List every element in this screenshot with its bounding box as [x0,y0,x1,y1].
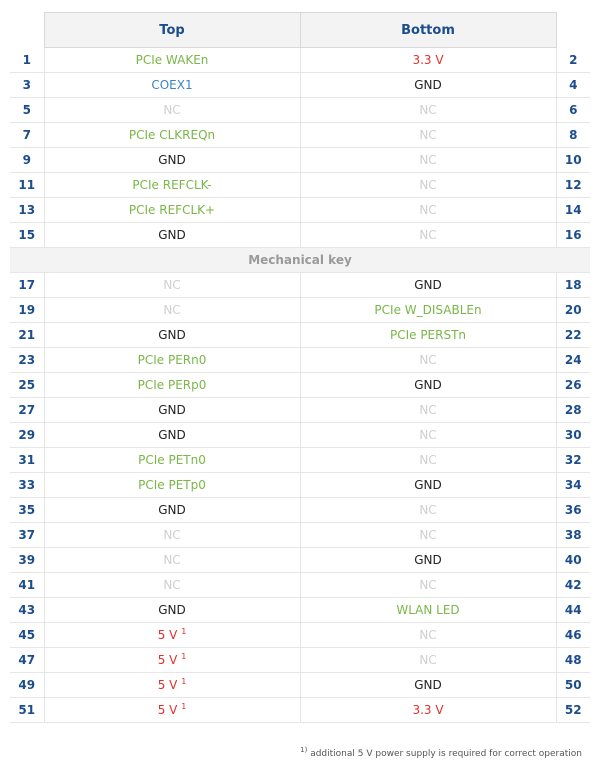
pin-number-bottom-text: 34 [564,478,582,492]
signal-top-text: PCIe PERp0 [137,378,207,392]
signal-bottom [300,223,556,248]
pin-number-bottom [556,573,590,598]
signal-top [44,398,300,423]
signal-top [44,98,300,123]
pin-number-bottom-text: 16 [564,228,582,242]
pin-number-top [10,698,44,723]
pin-number-bottom-text: 36 [564,503,582,517]
pin-number-bottom [556,423,590,448]
signal-bottom-text: NC [419,103,437,117]
pin-number-bottom [556,148,590,173]
signal-bottom-text: NC [419,578,437,592]
signal-bottom-text: GND [414,678,442,692]
signal-top-text: PCIe CLKREQn [128,128,216,142]
signal-top-text: PCIe PERn0 [137,353,207,367]
signal-top-text: GND [158,403,186,417]
pin-number-bottom [556,673,590,698]
signal-bottom-text: NC [419,178,437,192]
signal-top-text: GND [158,153,186,167]
pin-number-bottom-text: 28 [564,403,582,417]
signal-top [44,198,300,223]
signal-bottom [300,648,556,673]
pin-number-top-text: 47 [18,653,36,667]
header-top: Top [44,13,300,48]
pin-number-top [10,298,44,323]
table-row [10,373,590,398]
signal-bottom [300,123,556,148]
pin-number-top-text: 9 [22,153,31,167]
pin-number-bottom [556,648,590,673]
pin-number-bottom [556,323,590,348]
pin-number-bottom-text: 18 [564,278,582,292]
pin-number-bottom [556,73,590,98]
pin-number-top [10,123,44,148]
footnote-ref: 1 [181,702,187,711]
signal-top [44,598,300,623]
signal-top [44,698,300,723]
signal-bottom-text: PCIe W_DISABLEn [374,303,482,317]
signal-bottom-text: 3.3 V [412,53,444,67]
pin-number-bottom-text: 2 [569,52,578,67]
pin-number-top [10,323,44,348]
pinout-table [10,12,590,723]
pin-number-top-text: 33 [18,478,36,492]
table-row [10,48,590,73]
footnote [300,746,582,759]
signal-bottom [300,298,556,323]
pin-number-bottom [556,373,590,398]
footnote-ref: 1 [181,627,187,636]
signal-bottom [300,273,556,298]
pin-number-bottom-text: 48 [564,653,582,667]
pin-number-top-text: 25 [18,378,36,392]
signal-bottom [300,598,556,623]
pin-number-bottom-text: 46 [564,628,582,642]
pin-number-top-text: 5 [22,103,31,117]
signal-bottom-text: GND [414,378,442,392]
signal-bottom [300,48,556,73]
signal-bottom-text: NC [419,428,437,442]
table-row [10,273,590,298]
pin-number-bottom [556,123,590,148]
signal-top-text: NC [163,303,181,317]
pin-number-bottom-text: 52 [564,703,582,717]
signal-top-text: 5 V [157,653,178,667]
pin-number-top [10,198,44,223]
pin-number-bottom [556,173,590,198]
signal-top-text: PCIe WAKEn [135,53,209,67]
pin-number-bottom [556,548,590,573]
pin-number-bottom-text: 42 [564,578,582,592]
pin-number-bottom [556,623,590,648]
signal-bottom [300,148,556,173]
signal-bottom-text: NC [419,153,437,167]
signal-bottom [300,573,556,598]
signal-top [44,673,300,698]
signal-bottom-text: GND [414,553,442,567]
mechanical-key-row [10,248,590,273]
table-row [10,148,590,173]
table-row [10,498,590,523]
signal-bottom [300,323,556,348]
signal-bottom-text: GND [414,478,442,492]
table-row [10,523,590,548]
pin-number-bottom [556,498,590,523]
signal-bottom [300,348,556,373]
table-row [10,198,590,223]
pin-number-top-text: 19 [18,303,36,317]
pin-number-top-text: 23 [18,353,36,367]
signal-bottom-text: NC [419,628,437,642]
signal-top-text: GND [158,603,186,617]
pin-number-bottom [556,98,590,123]
pin-number-top-text: 31 [18,453,36,467]
table-row [10,123,590,148]
pin-number-top-text: 15 [18,228,36,242]
pin-number-top-text: 27 [18,403,36,417]
signal-bottom [300,398,556,423]
pin-number-top [10,473,44,498]
table-row [10,548,590,573]
signal-bottom-text: NC [419,503,437,517]
footnote-ref: 1 [181,652,187,661]
signal-top-text: 5 V [157,628,178,642]
table-row [10,98,590,123]
signal-top [44,623,300,648]
pin-number-top [10,223,44,248]
table-row [10,423,590,448]
table-row [10,173,590,198]
table-row [10,673,590,698]
pin-number-bottom-text: 4 [569,78,578,92]
signal-top-text: PCIe PETp0 [138,478,206,492]
pin-number-bottom [556,473,590,498]
pin-number-top [10,573,44,598]
signal-top-text: GND [158,328,186,342]
pin-number-bottom-text: 50 [564,678,582,692]
signal-top [44,573,300,598]
signal-top [44,223,300,248]
table-row [10,623,590,648]
pin-number-top-text: 1 [22,52,31,67]
signal-bottom [300,473,556,498]
pin-number-top [10,148,44,173]
pin-number-top [10,48,44,73]
signal-top [44,548,300,573]
pin-number-top [10,673,44,698]
table-row [10,73,590,98]
signal-bottom-text: NC [419,453,437,467]
pin-number-top [10,73,44,98]
signal-bottom [300,698,556,723]
signal-bottom-text: NC [419,528,437,542]
header-spacer-right [556,13,590,48]
pin-number-top-text: 21 [18,328,36,342]
pin-number-top [10,648,44,673]
pin-number-bottom-text: 30 [564,428,582,442]
signal-bottom [300,423,556,448]
pin-number-bottom [556,273,590,298]
pin-number-bottom [556,48,590,73]
pin-number-top-text: 7 [22,128,31,142]
pin-number-bottom-text: 44 [564,603,582,617]
pin-number-bottom [556,298,590,323]
pin-number-top [10,373,44,398]
signal-bottom [300,498,556,523]
pin-number-bottom [556,698,590,723]
signal-top [44,373,300,398]
pin-number-bottom-text: 22 [564,328,582,342]
footnote-text: additional 5 V power supply is required for correct operation [307,749,582,759]
pin-number-top [10,423,44,448]
pin-number-top [10,598,44,623]
signal-bottom [300,448,556,473]
pin-number-bottom-text: 38 [564,528,582,542]
signal-top-text: NC [163,553,181,567]
table-row [10,698,590,723]
pin-number-bottom-text: 10 [564,153,582,167]
signal-bottom-text: NC [419,403,437,417]
signal-top-text: COEX1 [151,78,193,92]
pin-number-top-text: 51 [18,703,36,717]
signal-top [44,448,300,473]
signal-top-text: 5 V [157,678,178,692]
signal-top [44,523,300,548]
pin-number-top-text: 13 [18,203,36,217]
signal-top-text: NC [163,528,181,542]
signal-top-text: PCIe REFCLK+ [128,203,216,217]
signal-bottom-text: GND [414,78,442,92]
table-row [10,573,590,598]
signal-bottom [300,198,556,223]
pin-rows [10,48,590,723]
pin-number-top-text: 17 [18,278,36,292]
signal-bottom-text: NC [419,228,437,242]
signal-top-text: GND [158,503,186,517]
table-row [10,223,590,248]
table-row [10,473,590,498]
pin-number-top-text: 29 [18,428,36,442]
signal-bottom-text: NC [419,128,437,142]
signal-bottom-text: NC [419,353,437,367]
pin-number-bottom [556,198,590,223]
signal-top [44,498,300,523]
pin-number-bottom [556,598,590,623]
pin-number-top [10,523,44,548]
signal-top-text: PCIe PETn0 [138,453,206,467]
header-bottom: Bottom [300,13,556,48]
pin-number-bottom-text: 8 [569,128,578,142]
signal-top-text: PCIe REFCLK- [132,178,212,192]
pin-number-bottom [556,523,590,548]
signal-bottom [300,673,556,698]
table-row [10,298,590,323]
table-row [10,648,590,673]
table-row [10,448,590,473]
signal-top [44,173,300,198]
signal-top [44,423,300,448]
signal-top [44,273,300,298]
signal-top [44,473,300,498]
pin-number-bottom-text: 32 [564,453,582,467]
pin-number-top [10,548,44,573]
signal-bottom-text: NC [419,653,437,667]
signal-bottom [300,623,556,648]
signal-bottom [300,523,556,548]
signal-top [44,48,300,73]
signal-bottom [300,173,556,198]
pin-number-top [10,623,44,648]
mechanical-key-label: Mechanical key [10,248,590,273]
pin-number-top [10,398,44,423]
pin-number-top [10,448,44,473]
signal-top-text: NC [163,278,181,292]
pin-number-top-text: 49 [18,678,36,692]
table-row [10,398,590,423]
pin-number-bottom [556,398,590,423]
signal-top-text: 5 V [157,703,178,717]
pin-number-top [10,173,44,198]
header-spacer-left [10,13,44,48]
pin-number-bottom [556,448,590,473]
signal-top-text: NC [163,578,181,592]
signal-bottom-text: PCIe PERSTn [389,328,467,342]
signal-top [44,323,300,348]
signal-top-text: NC [163,103,181,117]
signal-top [44,73,300,98]
table-row [10,323,590,348]
pin-number-bottom-text: 26 [564,378,582,392]
pin-number-top-text: 45 [18,628,36,642]
signal-bottom [300,73,556,98]
signal-top [44,148,300,173]
pin-number-bottom-text: 14 [564,203,582,217]
signal-top [44,123,300,148]
footnote-mark: 1) [300,746,308,754]
footnote-ref: 1 [181,677,187,686]
signal-bottom-text: NC [419,203,437,217]
pin-number-top-text: 39 [18,553,36,567]
signal-bottom [300,373,556,398]
pin-number-bottom-text: 24 [564,353,582,367]
signal-top [44,348,300,373]
pin-number-top [10,273,44,298]
table-header [10,13,590,48]
pin-number-top-text: 43 [18,603,36,617]
pin-number-top [10,498,44,523]
table-row [10,348,590,373]
signal-top-text: GND [158,228,186,242]
signal-top [44,648,300,673]
signal-bottom-text: 3.3 V [412,703,444,717]
pin-number-bottom-text: 6 [569,103,578,117]
pin-number-top [10,98,44,123]
pin-number-bottom [556,348,590,373]
pin-number-bottom [556,223,590,248]
pin-number-top-text: 35 [18,503,36,517]
pin-number-bottom-text: 12 [564,178,582,192]
pin-number-bottom-text: 20 [564,303,582,317]
pin-number-bottom-text: 40 [564,553,582,567]
signal-bottom [300,98,556,123]
table-row [10,598,590,623]
pin-number-top-text: 11 [18,178,36,192]
pin-number-top [10,348,44,373]
signal-bottom-text: GND [414,278,442,292]
pin-number-top-text: 37 [18,528,36,542]
signal-bottom-text: WLAN LED [396,603,460,617]
signal-bottom [300,548,556,573]
signal-top [44,298,300,323]
pin-number-top-text: 41 [18,578,36,592]
signal-top-text: GND [158,428,186,442]
pin-number-top-text: 3 [22,78,31,92]
